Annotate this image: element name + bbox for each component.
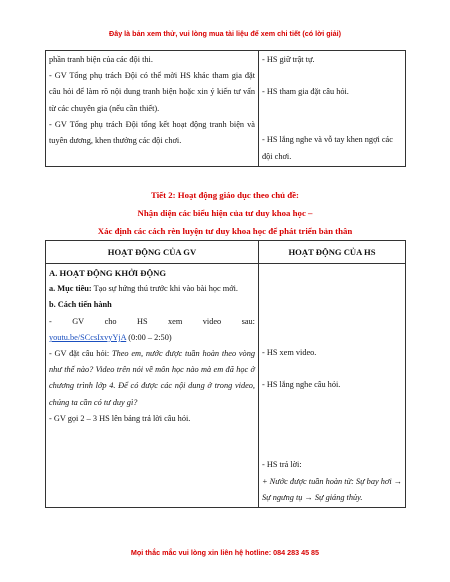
video-instruction: - GV cho HS xem video sau: youtu.be/SCcsIxvyYjA (0:00 – 2:50) (49, 316, 255, 342)
heading-line-3: Xác định các cách rèn luyện tư duy khoa học để phát triển bản thân (97, 226, 353, 236)
hs-answer-detail: + Nước được tuần hoàn từ: Sự bay hơi → Sự ngưng tụ → Sự giáng thủy. (262, 476, 402, 502)
hs-step-text: - HS lắng nghe và vỗ tay khen ngợi các đội chơi. (262, 135, 393, 161)
heading-line-1: Tiết 2: Hoạt động giáo dục theo chủ đề: (151, 190, 299, 200)
table-row (46, 264, 406, 508)
hs-listen-text: - HS lắng nghe câu hỏi. (262, 380, 341, 390)
table-row (46, 51, 406, 167)
question-paragraph (49, 346, 255, 411)
video-link[interactable]: youtu.be/SCcsIxvyYjA (49, 332, 127, 342)
hs-answer-text: - HS trả lời: (262, 460, 302, 470)
call-students-text: - GV gọi 2 – 3 HS lên bảng trả lời câu hỏi. (49, 413, 191, 423)
column-header-hs: HOẠT ĐỘNG CỦA HS (259, 241, 406, 264)
table-header-row (46, 241, 406, 264)
hs-cell (259, 51, 406, 167)
lesson-heading (45, 186, 405, 240)
heading-line-2: Nhận diện các biểu hiện của tư duy khoa học – (137, 208, 313, 218)
video-time: (0:00 – 2:50) (128, 332, 172, 342)
hs-cell (259, 264, 406, 508)
goal-paragraph (49, 281, 255, 297)
activity-table (45, 240, 406, 508)
gv-step-text: - GV Tổng phụ trách Đội có thể mời HS khác tham gia đặt câu hỏi để làm rõ nội dung tranh biện hoặc xin ý kiến tư vấn từ các chuyên gia (nếu cần thiết). (49, 71, 255, 113)
gv-step-text: phần tranh biện của các đội thi. (49, 55, 153, 64)
section-title: A. HOẠT ĐỘNG KHỞI ĐỘNG (49, 268, 167, 278)
goal-text: Tạo sự hứng thú trước khi vào bài học mới. (93, 284, 238, 294)
hotline-banner: Mọi thắc mắc vui lòng xin liên hệ hotline: 084 283 45 85 (130, 548, 320, 557)
preview-banner: Đây là bản xem thử, vui lòng mua tài liệu để xem chi tiết (có lời giải) (109, 29, 341, 38)
column-header-gv: HOẠT ĐỘNG CỦA GV (46, 241, 259, 264)
question-prefix: - GV đặt câu hỏi: (49, 349, 110, 359)
activity-table-continued (45, 50, 406, 167)
method-label: b. Cách tiến hành (49, 300, 112, 310)
hs-step-text: - HS tham gia đặt câu hỏi. (262, 87, 349, 97)
question-text: Theo em, nước được tuần hoàn theo vòng như thế nào? Video trên nói về môn học nào mà em đã học ở chương trình lớp 4. Để có được các nội dung ở trong video, chúng ta cần có tư duy gì? (49, 349, 256, 407)
hs-watch-text: - HS xem video. (262, 348, 317, 357)
gv-cell (46, 51, 259, 167)
gv-cell (46, 264, 259, 508)
hs-step-text: - HS giữ trật tự. (262, 55, 315, 64)
goal-label: a. Mục tiêu: (49, 284, 92, 294)
gv-step-text: - GV Tổng phụ trách Đội tổng kết hoạt động tranh biện và tuyên dương, khen thưởng các đội chơi. (49, 119, 255, 146)
